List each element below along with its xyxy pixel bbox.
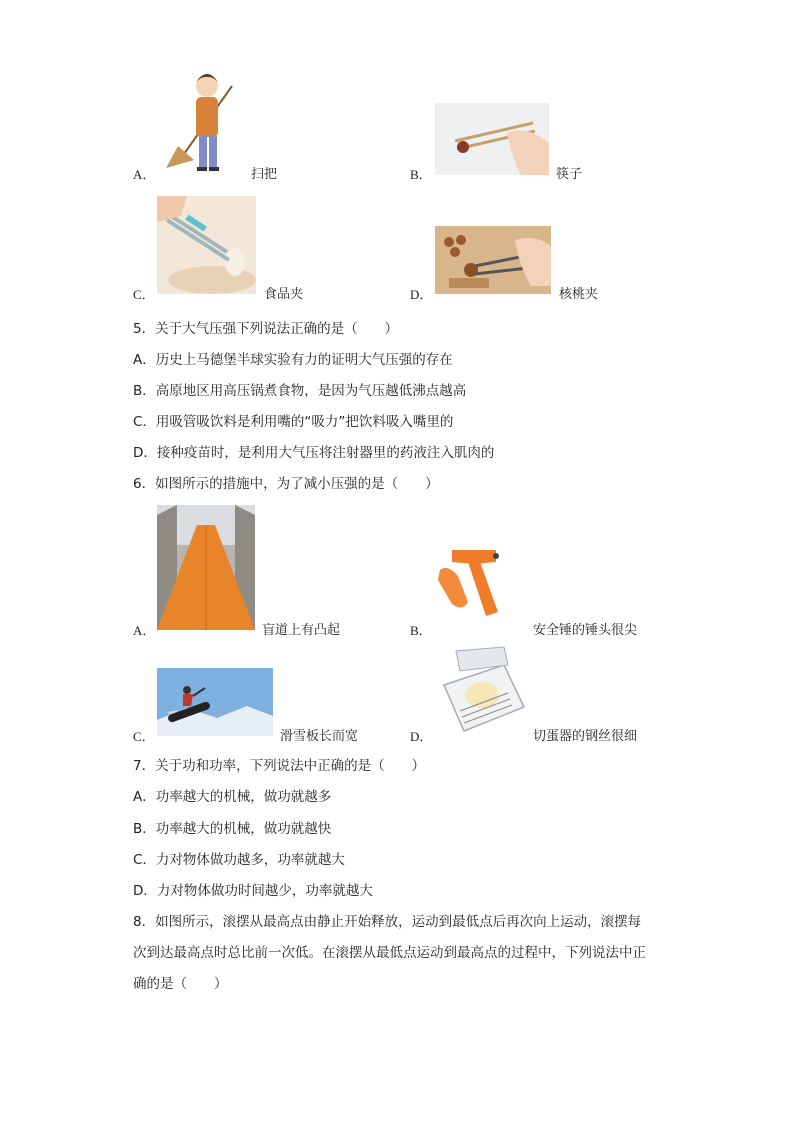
option-letter: A．: [133, 623, 156, 638]
option-label-nutcracker: 核桃夹: [559, 287, 599, 302]
question-7-stem: 7．关于功和功率，下列说法中正确的是（ ）: [133, 758, 426, 774]
question-5-option-d: D．接种疫苗时，是利用大气压将注射器里的药液注入肌肉的: [133, 445, 495, 461]
question-5-stem: 5．关于大气压强下列说法正确的是（ ）: [133, 321, 399, 337]
food-tongs-image: [157, 196, 256, 294]
nutcracker-image: [435, 226, 551, 294]
safety-hammer-image: [434, 540, 526, 620]
snowboard-image: [157, 668, 273, 736]
question-5-option-a: A．历史上马德堡半球实验有力的证明大气压强的存在: [133, 352, 453, 368]
question-7-option-d: D．力对物体做功时间越少，功率就越大: [133, 883, 373, 899]
option-letter: D．: [410, 729, 433, 744]
option-label-tactile-paving: 盲道上有凸起: [262, 623, 341, 638]
option-label-chopsticks: 筷子: [556, 167, 583, 182]
option-label-broom: 扫把: [251, 167, 278, 182]
option-label-safety-hammer: 安全锤的锤头很尖: [533, 623, 638, 638]
question-7-option-c: C．力对物体做功越多，功率就越大: [133, 852, 345, 868]
option-letter: B．: [410, 167, 432, 182]
question-5-option-c: C．用吸管吸饮料是利用嘴的“吸力”把饮料吸入嘴里的: [133, 414, 454, 430]
option-letter: D．: [410, 287, 433, 302]
question-7-option-a: A．功率越大的机械，做功就越多: [133, 789, 332, 805]
option-label-food-tongs: 食品夹: [264, 287, 304, 302]
option-label-egg-slicer: 切蛋器的钢丝很细: [533, 729, 638, 744]
question-8-line-1: 8．如图所示，滚摆从最高点由静止开始释放，运动到最低点后再次向上运动，滚摆每: [133, 914, 642, 930]
question-6-stem: 6．如图所示的措施中，为了减小压强的是（ ）: [133, 476, 439, 492]
question-8-line-3: 确的是（ ）: [133, 976, 228, 992]
question-7-option-b: B．功率越大的机械，做功就越快: [133, 821, 332, 837]
broom-sweeping-image: [160, 68, 240, 176]
tactile-paving-image: [157, 505, 255, 630]
egg-slicer-image: [434, 645, 527, 737]
chopsticks-image: [435, 103, 549, 175]
option-letter: A．: [133, 167, 156, 182]
question-8-line-2: 次到达最高点时总比前一次低。在滚摆从最低点运动到最高点的过程中，下列说法中正: [133, 945, 646, 961]
option-letter: C．: [133, 729, 155, 744]
option-letter: C．: [133, 287, 155, 302]
option-label-snowboard: 滑雪板长而宽: [280, 729, 359, 744]
question-5-option-b: B．高原地区用高压锅煮食物，是因为气压越低沸点越高: [133, 383, 467, 399]
option-letter: B．: [410, 623, 432, 638]
